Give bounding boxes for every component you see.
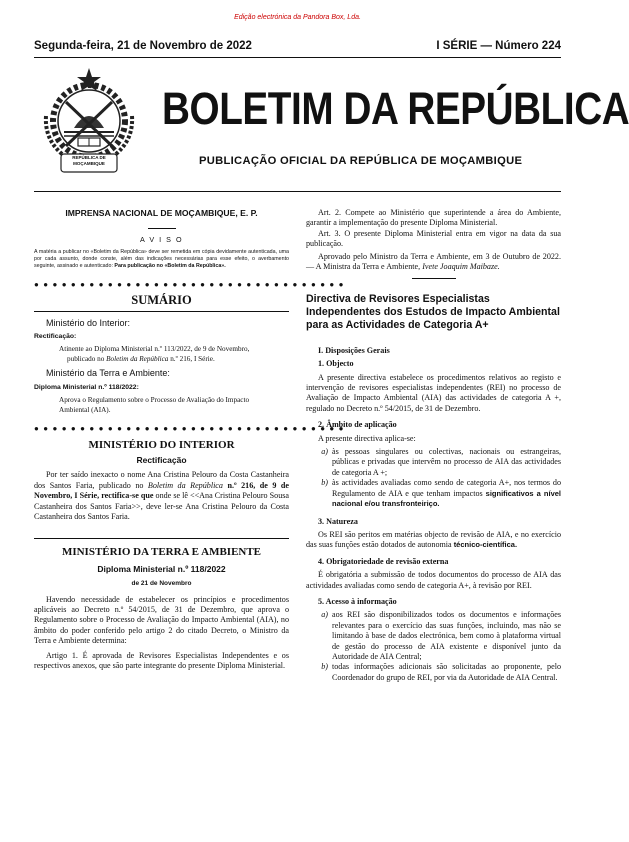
ambito-item-b xyxy=(306,478,561,509)
sumario-rectificacao: Rectificação: xyxy=(34,332,77,340)
ambito-a-label: a) xyxy=(321,447,328,457)
acesso-item-a xyxy=(306,610,561,662)
mi-text-c: n.º 216, de 9 de Novembro, I Série, rectifica-se que xyxy=(34,480,289,501)
acesso-b-label: b) xyxy=(321,662,328,672)
masthead-title: BOLETIM DA REPÚBLICA xyxy=(162,83,629,134)
issue-date: Segunda-feira, 21 de Novembro de 2022 xyxy=(34,40,252,52)
ambito-item-a xyxy=(306,447,561,478)
natureza-text xyxy=(306,530,561,551)
mi-text-a: Por ter saído inexacto o nome Ana Cristina Pelouro da Costa Castanheira dos Santos Faria, publicado no xyxy=(34,470,289,490)
sumario-diploma: Diploma Ministerial n.º 118/2022: xyxy=(34,383,139,391)
sumario-rule xyxy=(34,311,289,312)
mi-subtitle: Rectificação xyxy=(136,454,187,465)
masthead-subtitle: PUBLICAÇÃO OFICIAL DA REPÚBLICA DE MOÇAMBIQUE xyxy=(199,155,523,167)
mi-title: MINISTÉRIO DO INTERIOR xyxy=(88,438,235,451)
mi-text xyxy=(34,470,289,522)
sumario-rect-text xyxy=(34,345,289,364)
section-1-heading: I. Disposições Gerais xyxy=(318,345,390,355)
top-rule xyxy=(34,57,561,58)
directive-title: Directiva de Revisores Especialistas Independentes dos Estudos de Impacto Ambiental para as Actividades de Categoria A+ xyxy=(306,293,560,332)
ambito-b-label: b) xyxy=(321,478,328,488)
mta-paragraph-2: Artigo 1. É aprovada de Revisores Especialistas Independentes e os respectivos anexos, que são parte integrante do presente Diploma Ministerial. xyxy=(34,650,289,671)
aviso-text xyxy=(34,249,289,271)
mta-rule xyxy=(34,538,289,539)
sumario-diploma-text: Aprova o Regulamento sobre o Processo de Avaliação do Impacto Ambiental (AIA). xyxy=(59,396,250,414)
approval-rule xyxy=(412,278,456,279)
approval-text: Aprovado pelo Ministro da Terra e Ambiente, em 3 de Outubro de 2022. — A Ministra da Terra e Ambiente, xyxy=(306,251,561,272)
ambito-b-text xyxy=(332,478,561,509)
natureza-bold: técnico-científica. xyxy=(453,540,518,550)
ambito-b-body: às actividades avaliadas como sendo de categoria A+, nos termos do Regulamento de AIA e que tenham impactos xyxy=(332,478,561,498)
national-emblem xyxy=(34,66,144,176)
mta-title: MINISTÉRIO DA TERRA E AMBIENTE xyxy=(61,546,262,559)
mi-text-b: Boletim da República xyxy=(147,480,223,490)
right-column xyxy=(306,208,561,683)
approval-name: Ivete Joaquim Maibaze. xyxy=(422,262,500,272)
mta-date: de 21 de Novembro xyxy=(131,580,192,588)
ambito-a-text: às pessoas singulares ou colectivas, nacionais ou estrangeiras, públicas e privadas que intervêm no processo de AIA das actividades de categoria A +; xyxy=(332,447,561,477)
emblem-text-1: REPÚBLICA DE xyxy=(72,155,106,160)
emblem-ribbon xyxy=(61,155,117,166)
short-rule xyxy=(148,228,176,229)
heading-ambito: 2. Âmbito de aplicação xyxy=(318,420,397,430)
natureza-body: Os REI são peritos em matérias objecto de revisão de AIA, e no exercício das suas funções estão dotados de autonomia xyxy=(306,529,561,550)
acesso-item-b xyxy=(306,662,561,683)
heading-obrigatoriedade: 4. Obrigatoriedade de revisão externa xyxy=(318,556,449,566)
ambito-intro: A presente directiva aplica-se: xyxy=(318,433,416,443)
sumario-ministry-1: Ministério do Interior: xyxy=(46,317,131,328)
dotted-separator-2: ● ● ● ● ● ● ● ● ● ● ● ● ● ● ● ● ● ● ● ● ● ● ● ● ● ● ● ● ● ● ● ● ● ● xyxy=(34,424,345,434)
issue-series: I SÉRIE — Número 224 xyxy=(436,40,561,52)
watermark: Edição electrónica da Pandora Box, Lda. xyxy=(234,14,361,21)
aviso-title: A V I S O xyxy=(139,235,184,245)
sumario-title: SUMÁRIO xyxy=(131,293,192,308)
mi-text-d: onde se lê <<Ana Cristina Pelouro Sousa Castanheira dos Santos Faria>>, deve ler-se Ana Cristina Pelouro da Costa Castanheira dos Santos Faria. xyxy=(34,491,290,521)
sumario-ministry-2: Ministério da Terra e Ambiente: xyxy=(46,368,170,379)
sumario-rect-d: n.º 216, I Série. xyxy=(170,354,215,363)
heading-natureza: 3. Natureza xyxy=(318,516,358,526)
heading-objecto: 1. Objecto xyxy=(318,359,354,369)
art-3: Art. 3. O presente Diploma Ministerial entra em vigor na data da sua publicação. xyxy=(306,228,561,249)
aviso-bold: Para publicação no «Boletim da República». xyxy=(114,263,226,270)
acesso-b-text: todas informações adicionais são solicitadas ao proponente, pelo Coordenador do grupo de REI, por via da Autoridade de AIA Central. xyxy=(332,662,561,682)
art-2: Art. 2. Compete ao Ministério que superintende a área do Ambiente, garantir a implementação do presente Diploma Ministerial. xyxy=(306,208,561,228)
sumario-rect-line-1: Atinente ao Diploma Ministerial n.º 113/2022, de 9 de Novembro, xyxy=(59,345,250,354)
mta-paragraph-1: Havendo necessidade de estabelecer os princípios e procedimentos aplicáveis ao Decreto n.º 54/2015, de 31 de Dezembro, que aprova o Regulamento sobre o Processo de Avaliação do Impacto Ambiental (AIA), no âmbito do poder conferido pelo artigo 2 do citado Decreto, o Ministro da Terra e Ambiente determina: xyxy=(34,594,289,646)
obrigatoriedade-text: É obrigatória a submissão de todos documentos do processo de AIA das actividades avaliadas como sendo de categoria A+, à revisão por REI. xyxy=(306,570,561,590)
sumario-rect-c: Boletim da República xyxy=(106,354,169,363)
imprensa-heading: IMPRENSA NACIONAL DE MOÇAMBIQUE, E. P. xyxy=(65,208,258,218)
dotted-separator: ● ● ● ● ● ● ● ● ● ● ● ● ● ● ● ● ● ● ● ● ● ● ● ● ● ● ● ● ● ● ● ● ● ● xyxy=(34,279,345,289)
acesso-a-text: aos REI são disponibilizados todos os documentos e informações relevantes para o exercício das suas funções, incluindo, mas não se limitando à base de dados electrónica, bem como à plataforma virtual de gestão do processo de AIA existente e disponível junto da Autoridade de AIA Central; xyxy=(332,610,561,661)
mta-diploma: Diploma Ministerial n.º 118/2022 xyxy=(97,563,226,574)
heading-acesso: 5. Acesso à informação xyxy=(318,596,397,606)
aviso-body: A matéria a publicar no «Boletim da República» deve ser remetida em cópia devidamente autenticada, uma por cada assunto, donde conste, além das indicações necessárias para esse efeito, o averbamento seguinte, assinado e autenticado: xyxy=(34,248,289,270)
masthead-rule xyxy=(34,191,561,192)
ambito-b-bold: significativos a nível nacional e/ou transfronteiriço. xyxy=(332,488,561,509)
objecto-text: A presente directiva estabelece os procedimentos relativos ao registo e intervenção de revisores especialistas independentes (REI) no processo de Avaliação de Impacto Ambiental (AIA) das actividades de categoria A +, regulado no Decreto n.º 54/2015, de 31 de Dezembro. xyxy=(306,372,561,413)
sumario-rect-b: publicado no xyxy=(67,354,105,363)
emblem-text-2: MOÇAMBIQUE xyxy=(73,160,105,166)
issue-line xyxy=(34,40,561,52)
sumario-rect-line-2 xyxy=(34,355,289,365)
approval xyxy=(306,252,561,273)
acesso-a-label: a) xyxy=(321,610,328,620)
